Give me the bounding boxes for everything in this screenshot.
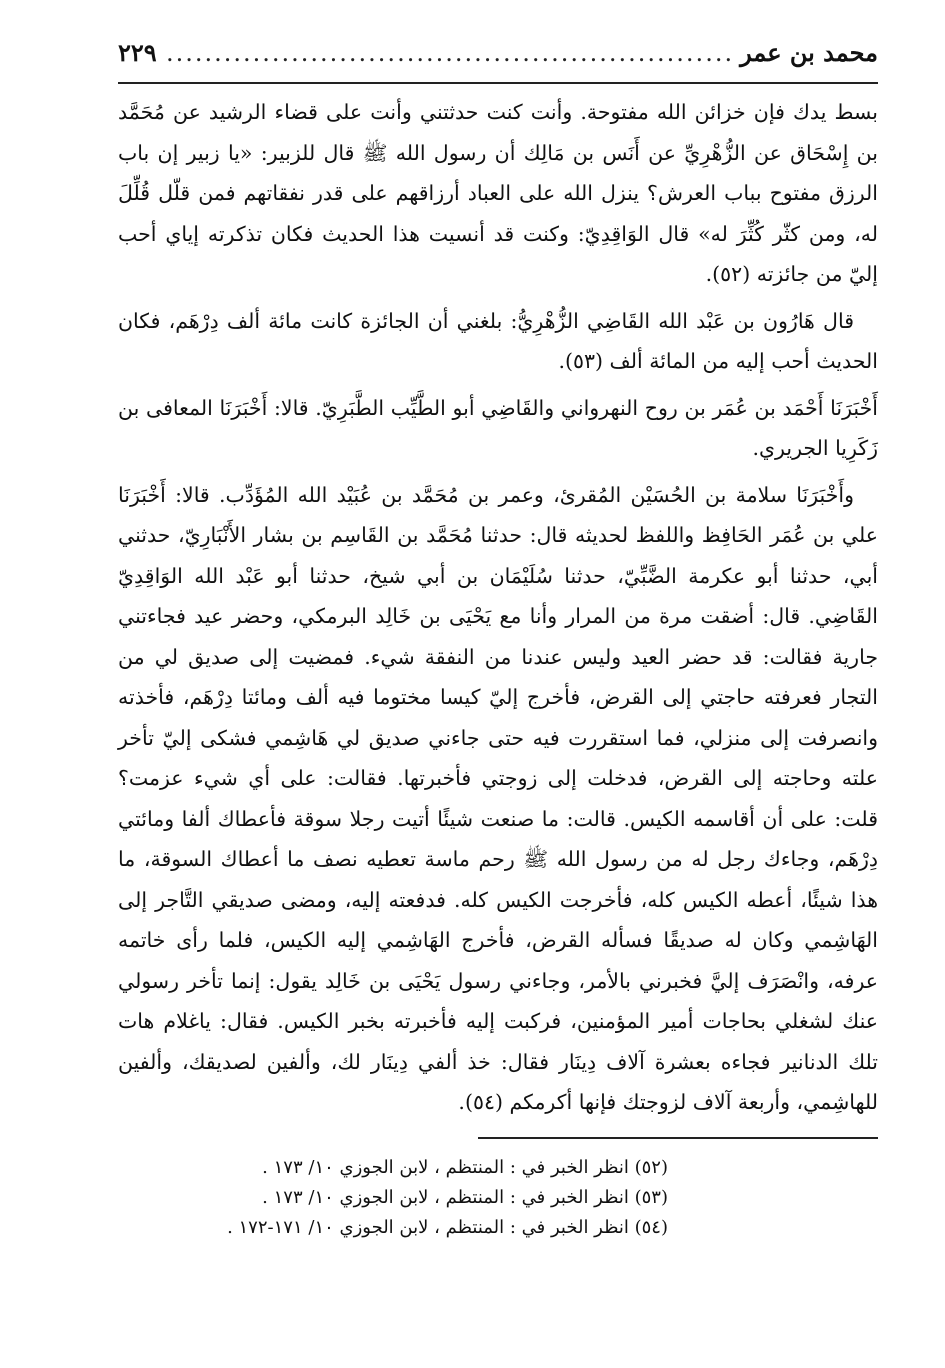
document-page — [118, 38, 878, 1243]
footnotes — [118, 1153, 878, 1243]
paragraph: وأَخْبَرَنَا سلامة بن الحُسَيْن المُقرئ، وعمر بن مُحَمَّد بن عُبَيْد الله المُؤَدِّب. قالا: أَخْبَرَنَا علي بن عُمَر الحَافِظ واللفظ لحديثه قال: حدثنا مُحَمَّد بن القَاسِم بن بشار الأَنْبَارِيّ، حدثني أبي، حدثنا أبو عكرمة الضَّبِّيّ، حدثنا سُلَيْمَان بن أبي شيخ، حدثنا أبو عَبْد الله الوَاقِدِيّ القَاضِي. قال: أضقت مرة من المرار وأنا مع يَحْيَى بن خَالِد البرمكي، وحضر عيد فجاءتني جارية فقالت: قد حضر العيد وليس عندنا من النفقة شيء. فمضيت إلى صديق لي من التجار فعرفته حاجتي إلى القرض، فأخرج إليّ كيسا مختوما فيه ألف ومائتا دِرْهَم، فأخذته وانصرفت إلى منزلي، فما استقررت فيه حتى جاءني صديق لي هَاشِمي فشكى إليّ تأخر علته وحاجته إلى القرض، فدخلت إلى زوجتي فأخبرتها. فقالت: على أي شيء عزمت؟ قلت: على أن أقاسمه الكيس. قالت: ما صنعت شيئًا أتيت رجلا سوقة فأعطاك ألفا ومائتي دِرْهَم، وجاءك رجل له من رسول الله ﷺ رحم ماسة تعطيه نصف ما أعطاك السوقة، ما هذا شيئًا، أعطه الكيس كله، فأخرجت الكيس كله. فدفعته إليه، ومضى صديقي التَّاجر إلى الهَاشِمي وكان له صديقًا فسأله القرض، فأخرج الهَاشِمي إليه الكيس، فلما رأى خاتمه عرفه، وانْصَرَف إليَّ فخبرني بالأمر، وجاءني رسول يَحْيَى بن خَالِد يقول: إنما تأخر رسولي عنك لشغلي بحاجات أمير المؤمنين، فركبت إليه فأخبرته بخبر الكيس. فقال: ياغلام هات تلك الدنانير فجاءه بعشرة آلاف دِينَار فقال: خذ ألفي دِينَار لك، وألفين لصديقك، وألفين للهاشِمي، وأربعة آلاف لزوجتك فإنها أكرمكم (٥٤). — [118, 482, 878, 1114]
footnote-separator — [478, 1137, 878, 1139]
footnote: (٥٣) انظر الخبر في : المنتظم ، لابن الجوزي ١٠/ ١٧٣ . — [262, 1186, 668, 1208]
paragraph: أَخْبَرَنَا أَحْمَد بن عُمَر بن روح النهرواني والقَاضِي أبو الطَّيِّب الطَّبَرِيّ. قالا: أَخْبَرَنَا المعافى بن زَكَرِيا الجريري. — [118, 395, 878, 460]
running-header — [118, 38, 878, 84]
paragraph: قال هَارُون بن عَبْد الله القَاضِي الزُّهْرِيُّ: بلغني أن الجائزة كانت مائة ألف دِرْهَم، فكان الحديث أحب إليه من المائة ألف (٥٣). — [118, 308, 878, 373]
paragraph: بسط يدك فإن خزائن الله مفتوحة. وأنت كنت حدثتني وأنت على قضاء الرشيد عن مُحَمَّد بن إِسْحَاق عن الزُّهْرِيِّ عن أَنَس بن مَالِك أن رسول الله ﷺ قال للزبير: «يا زبير إن باب الرزق مفتوح بباب العرش؟ ينزل الله على العباد أرزاقهم على قدر نفقاتهم فمن قلّل قُلِّلَ له، ومن كثّر كُثِّرَ له» قال الوَاقِدِيّ: وكنت قد أنسيت هذا الحديث فكان تذكرته إياي أحب إليّ من جائزته (٥٢). — [118, 100, 878, 286]
main-text — [118, 92, 878, 1123]
page-number: ٢٢٩ — [118, 38, 157, 67]
footnote: (٥٤) انظر الخبر في : المنتظم ، لابن الجوزي ١٠/ ١٧١-١٧٢ . — [227, 1216, 668, 1238]
footnote: (٥٢) انظر الخبر في : المنتظم ، لابن الجوزي ١٠/ ١٧٣ . — [262, 1156, 668, 1178]
dot-leader: ........................................................... — [165, 39, 735, 67]
book-title: محمد بن عمر — [740, 38, 878, 67]
